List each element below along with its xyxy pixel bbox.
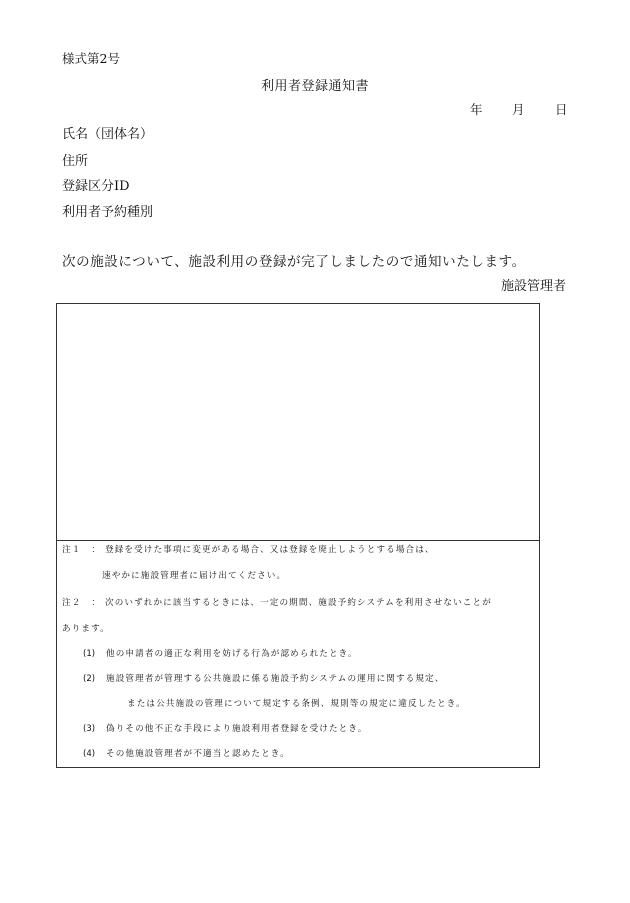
note1-line1: 登録を受けた事項に変更がある場合、又は登録を廃止しようとする場合は、 <box>105 545 435 555</box>
item1-text: 他の申請者の適正な利用を妨げる行為が認められたとき。 <box>106 649 358 659</box>
item3-text: 偽りその他不正な手段により施設利用者登録を受けたとき。 <box>106 724 368 734</box>
note2-line1: 次のいずれかに該当するときには、一定の期間、施設予約システムを利用させないことが <box>105 598 492 608</box>
field-name-label: 氏名（団体名） <box>62 127 154 142</box>
note1-line2: 速やかに施設管理者に届け出てください。 <box>102 571 287 581</box>
field-address-label: 住所 <box>62 154 89 169</box>
item4-number: (4) <box>83 749 96 759</box>
date-day-label: 日 <box>555 102 568 117</box>
item3-number: (3) <box>83 724 96 734</box>
note1-label: 注１ ： <box>62 545 102 555</box>
item2-text: 施設管理者が管理する公共施設に係る施設予約システムの運用に関する規定、 <box>106 674 445 684</box>
note2-line2: あります。 <box>62 624 110 634</box>
item2-number: (2) <box>83 674 96 684</box>
item4-text: その他施設管理者が不適当と認めたとき。 <box>106 749 290 759</box>
note2-label: 注２ ： <box>62 598 102 608</box>
signatory: 施設管理者 <box>500 279 566 294</box>
field-reservation-type-label: 利用者予約種別 <box>62 205 154 220</box>
document-title: 利用者登録通知書 <box>260 79 369 94</box>
field-registration-id-label: 登録区分ID <box>62 179 130 194</box>
box-divider <box>57 540 539 541</box>
item1-number: (1) <box>83 649 96 659</box>
form-number: 様式第2号 <box>62 51 120 66</box>
item2-text-continued: または公共施設の管理について規定する条例、規則等の規定に違反したとき。 <box>127 699 466 709</box>
intro-text: 次の施設について、施設利用の登録が完了しましたので通知いたします。 <box>62 254 526 270</box>
date-month-label: 月 <box>512 102 525 117</box>
date-year-label: 年 <box>470 102 483 117</box>
